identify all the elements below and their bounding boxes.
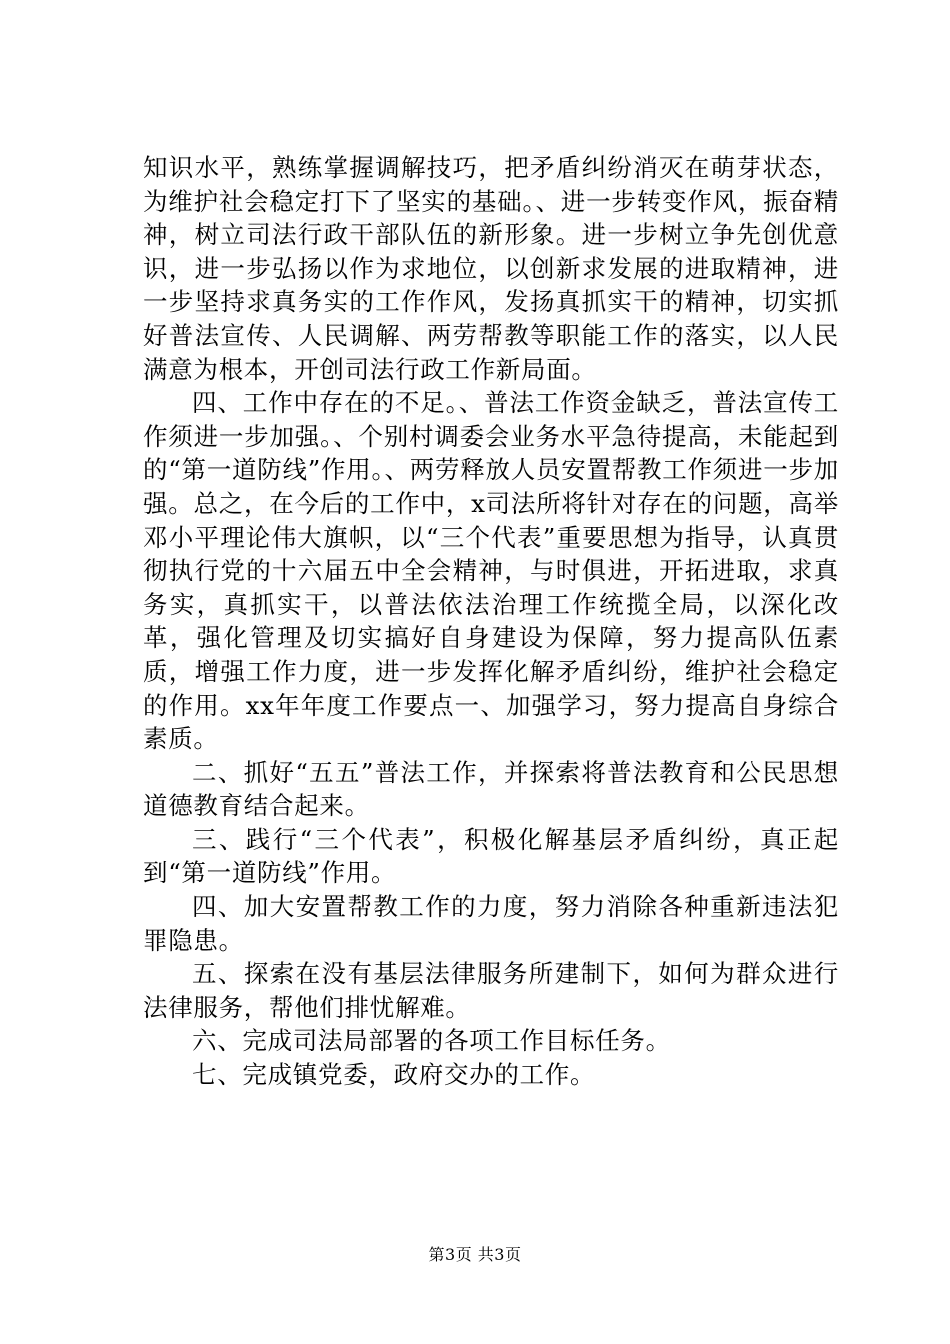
paragraph-7: 六、完成司法局部署的各项工作目标任务。 [192, 1026, 671, 1056]
page-number: 第3页 共3页 [428, 1245, 522, 1264]
paragraph-4: 三、践行“三个代表”，积极化解基层矛盾纠纷，真正起到“第一道防线”作用。 [143, 824, 839, 888]
paragraph-3: 二、抓好“五五”普法工作，并探索将普法教育和公民思想道德教育结合起来。 [143, 757, 839, 821]
paragraph-1: 知识水平，熟练掌握调解技巧，把矛盾纠纷消灭在萌芽状态，为维护社会稳定打下了坚实的基础。、进一步转变作风，振奋精神，树立司法行政干部队伍的新形象。进一步树立争先创优意识，进一步弘扬以作为求地位，以创新求发展的进取精神，进一步坚持求真务实的工作作风，发扬真抓实干的精神，切实抓好普法宣传、人民调解、两劳帮教等职能工作的落实，以人民满意为根本，开创司法行政工作新局面。 [143, 153, 839, 384]
paragraph-5: 四、加大安置帮教工作的力度，努力消除各种重新违法犯罪隐患。 [143, 892, 839, 955]
document-body [143, 151, 839, 1092]
paragraph-2: 四、工作中存在的不足。、普法工作资金缺乏，普法宣传工作须进一步加强。、个别村调委会业务水平急待提高，未能起到的“第一道防线”作用。、两劳释放人员安置帮教工作须进一步加强。总之，在今后的工作中，x司法所将针对存在的问题，高举邓小平理论伟大旗帜，以“三个代表”重要思想为指导，认真贯彻执行党的十六届五中全会精神，与时俱进，开拓进取，求真务实，真抓实干，以普法依法治理工作统揽全局，以深化改革，强化管理及切实搞好自身建设为保障，努力提高队伍素质，增强工作力度，进一步发挥化解矛盾纠纷，维护社会稳定的作用。xx年年度工作要点一、加强学习，努力提高自身综合素质。 [143, 388, 839, 754]
paragraph-6: 五、探索在没有基层法律服务所建制下，如何为群众进行法律服务，帮他们排忧解难。 [143, 959, 839, 1022]
paragraph-8: 七、完成镇党委，政府交办的工作。 [192, 1060, 596, 1090]
page-footer [0, 1245, 950, 1265]
